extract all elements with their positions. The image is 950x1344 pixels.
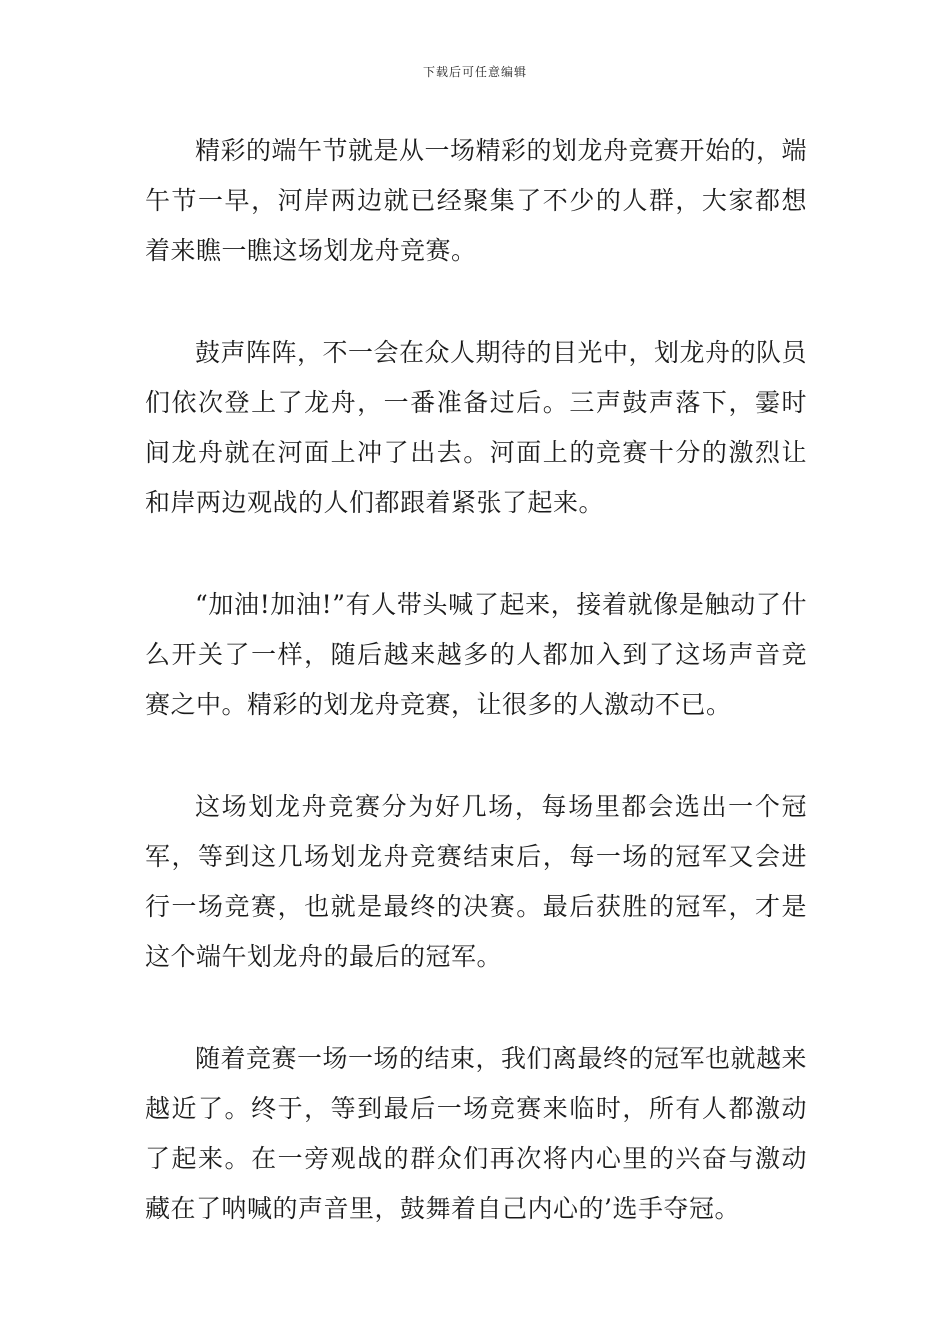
article-body — [145, 126, 807, 1286]
paragraph-5: 随着竞赛一场一场的结束，我们离最终的冠军也就越来越近了。终于，等到最后一场竞赛来临时，所有人都激动了起来。在一旁观战的群众们再次将内心里的兴奋与激动藏在了呐喊的声音里，鼓舞着自己内心的’选手夺冠。 — [145, 1044, 808, 1223]
paragraph-3: “加油!加油!”有人带头喊了起来，接着就像是触动了什么开关了一样，随后越来越多的人都加入到了这场声音竞赛之中。精彩的划龙舟竞赛，让很多的人激动不已。 — [145, 590, 807, 719]
paragraph-1: 精彩的端午节就是从一场精彩的划龙舟竞赛开始的，端午节一早，河岸两边就已经聚集了不少的人群，大家都想着来瞧一瞧这场划龙舟竞赛。 — [145, 136, 808, 265]
paragraph-4: 这场划龙舟竞赛分为好几场，每场里都会选出一个冠军，等到这几场划龙舟竞赛结束后，每一场的冠军又会进行一场竞赛，也就是最终的决赛。最后获胜的冠军，才是这个端午划龙舟的最后的冠军。 — [145, 792, 807, 971]
paragraph-2: 鼓声阵阵，不一会在众人期待的目光中，划龙舟的队员们依次登上了龙舟，一番准备过后。三声鼓声落下，霎时间龙舟就在河面上冲了出去。河面上的竞赛十分的激烈让和岸两边观战的人们都跟着紧张了起来。 — [145, 338, 808, 517]
page-header-note: 下载后可任意编辑 — [422, 65, 527, 79]
